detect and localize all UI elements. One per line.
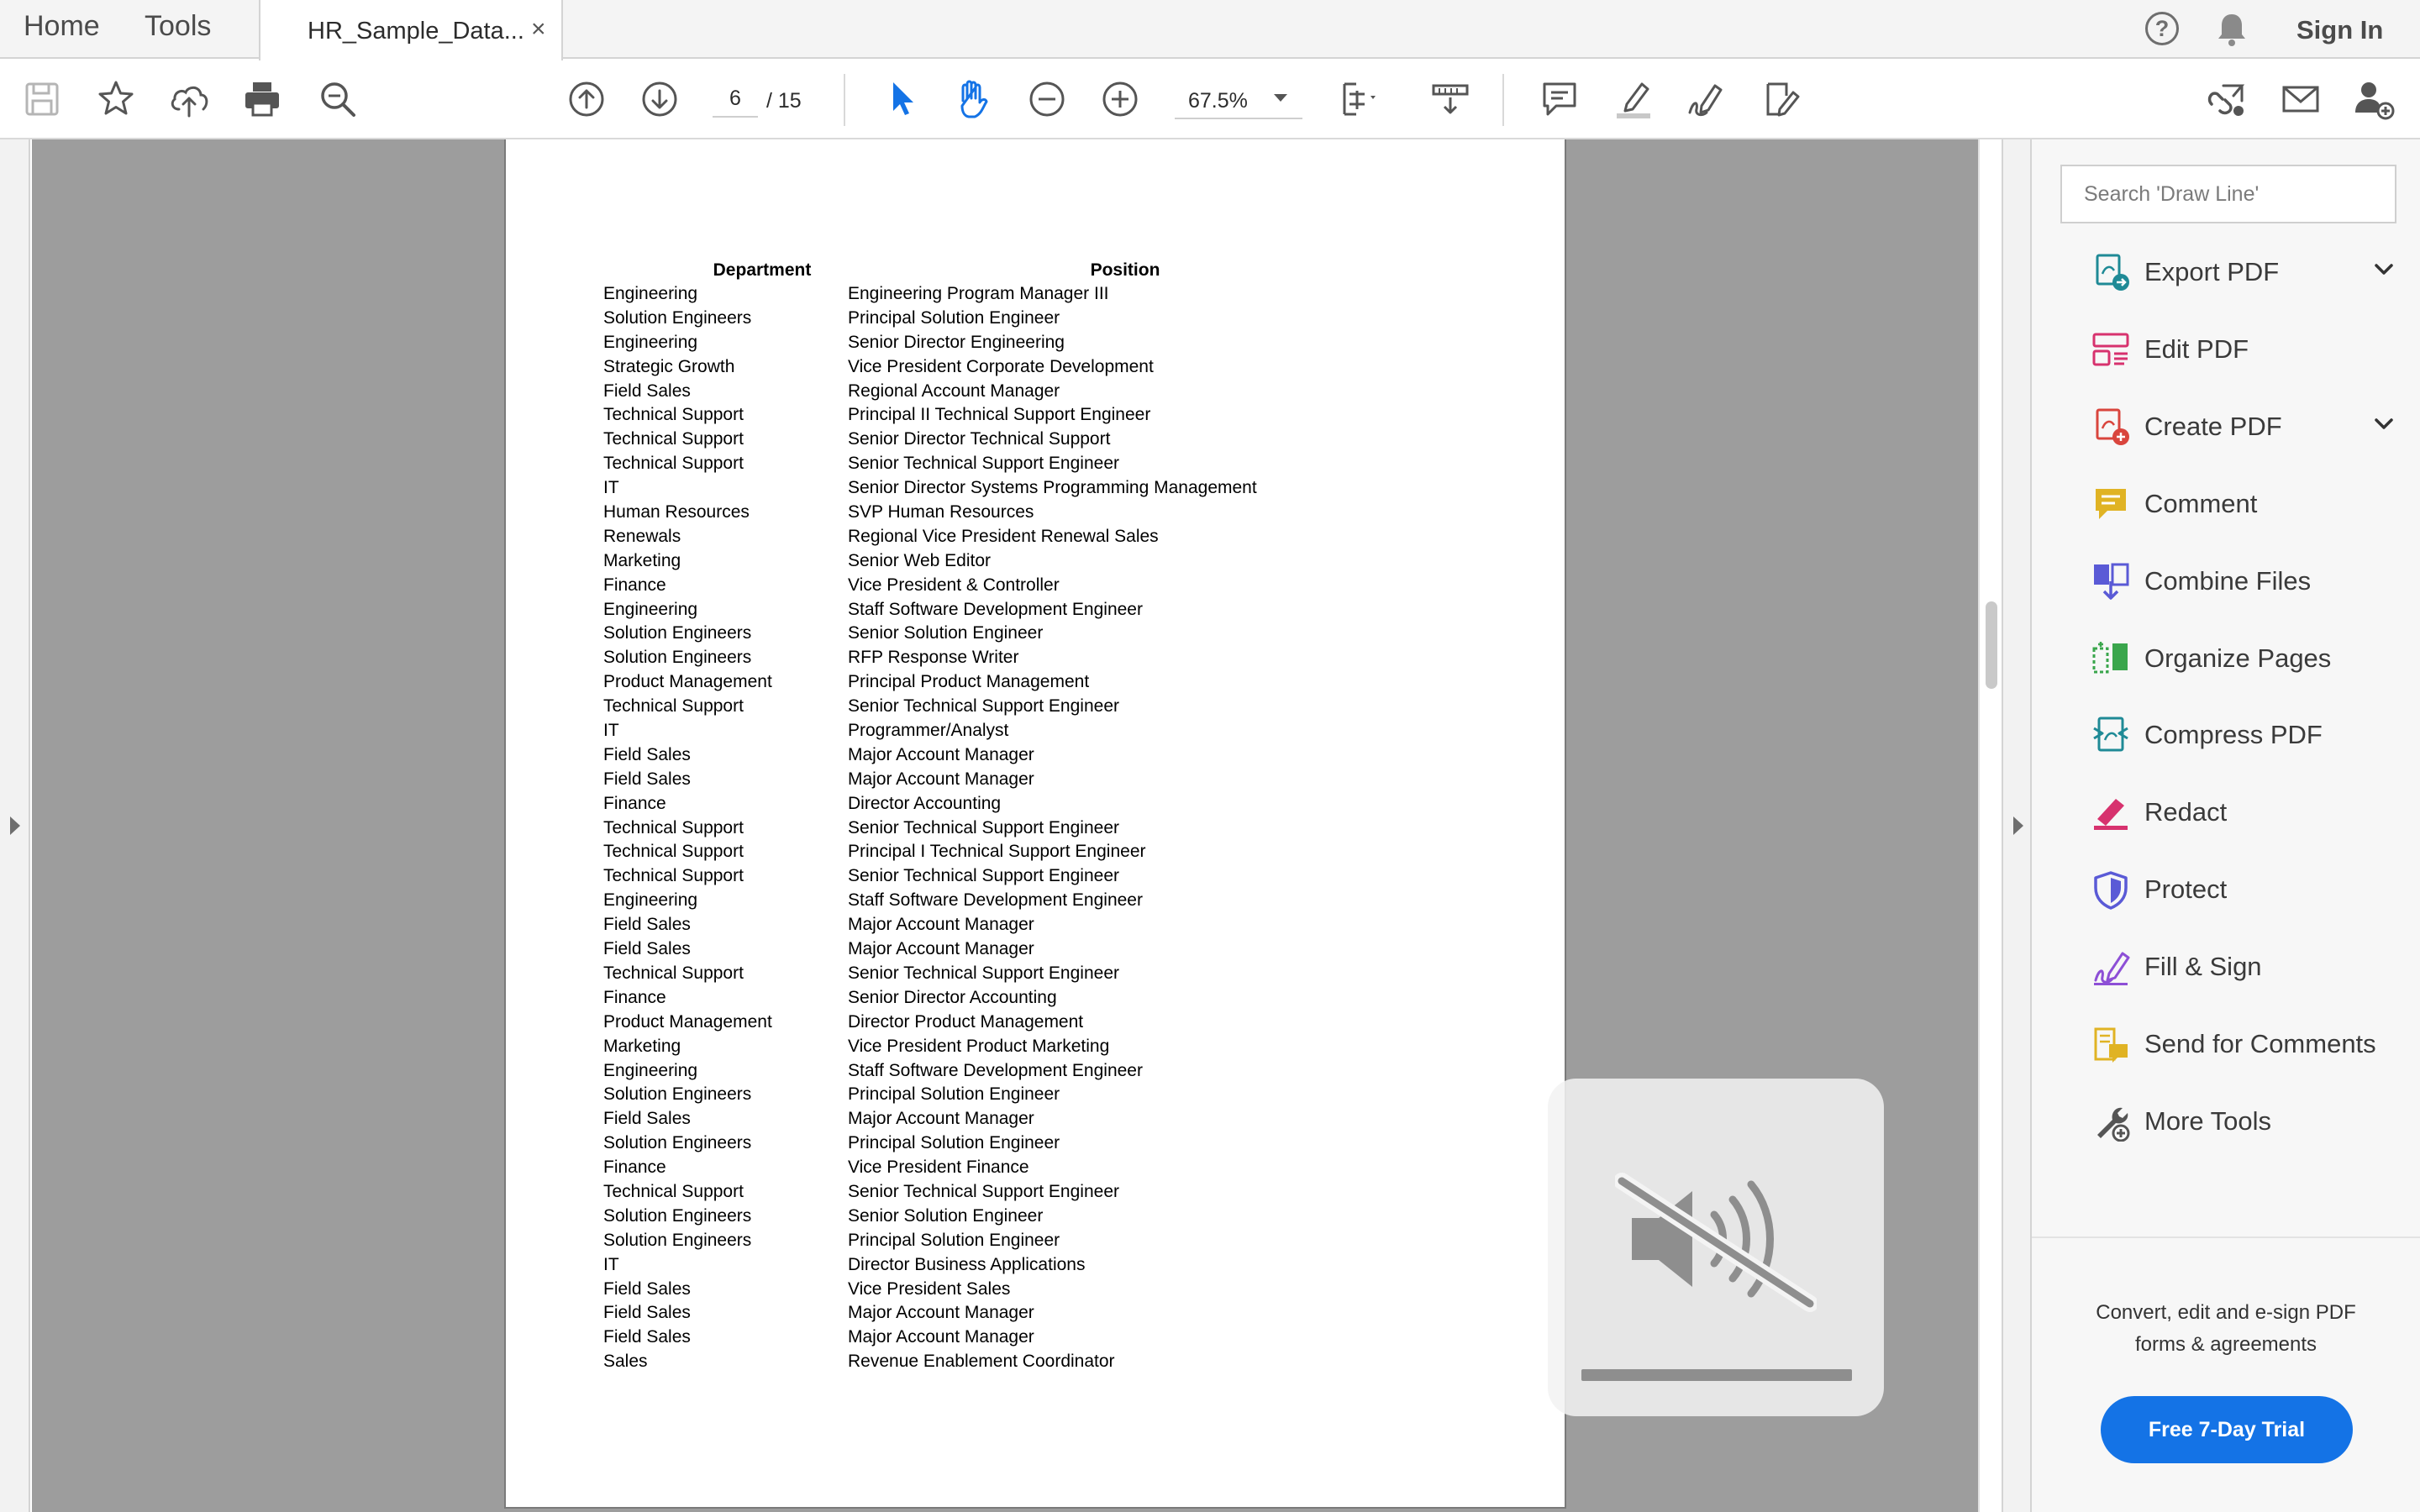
- toolbar-divider: [1502, 74, 1504, 126]
- position-cell: Senior Solution Engineer: [848, 623, 1044, 643]
- table-row: [603, 696, 1444, 721]
- volume-muted-overlay: [1548, 1079, 1884, 1416]
- table-row: [603, 1012, 1444, 1037]
- comment-icon[interactable]: [1536, 76, 1583, 123]
- scroll-mode-icon[interactable]: [1427, 76, 1474, 123]
- create-pdf-icon: [2091, 407, 2131, 447]
- tool-item-redact[interactable]: [2060, 777, 2396, 843]
- department-cell: Field Sales: [603, 1109, 691, 1129]
- tool-item-protect[interactable]: [2060, 854, 2396, 920]
- position-cell: Senior Director Technical Support: [848, 429, 1111, 449]
- document-canvas[interactable]: [32, 139, 1978, 1512]
- table-row: [603, 1061, 1444, 1085]
- draw-icon[interactable]: [1683, 76, 1730, 123]
- zoom-level-value: 67.5%: [1188, 89, 1248, 113]
- department-cell: Renewals: [603, 526, 681, 546]
- combine-files-icon: [2091, 561, 2131, 601]
- redact-icon: [2091, 792, 2131, 832]
- tool-label: Compress PDF: [2144, 720, 2323, 750]
- chevron-down-icon[interactable]: [2373, 413, 2395, 435]
- department-cell: Marketing: [603, 550, 681, 570]
- position-cell: Principal I Technical Support Engineer: [848, 842, 1146, 862]
- position-cell: Major Account Manager: [848, 1109, 1034, 1129]
- tool-label: Create PDF: [2144, 411, 2282, 441]
- table-row: [603, 1352, 1444, 1376]
- position-cell: Revenue Enablement Coordinator: [848, 1352, 1115, 1372]
- tool-label: More Tools: [2144, 1105, 2272, 1136]
- position-cell: Staff Software Development Engineer: [848, 890, 1143, 911]
- position-cell: Director Accounting: [848, 793, 1002, 813]
- position-cell: Senior Solution Engineer: [848, 1205, 1044, 1226]
- nav-tools-link[interactable]: Tools: [145, 10, 212, 42]
- tool-search-input[interactable]: [2060, 165, 2396, 223]
- position-cell: Senior Technical Support Engineer: [848, 1181, 1119, 1201]
- department-cell: Finance: [603, 1158, 666, 1178]
- save-icon[interactable]: [18, 76, 66, 123]
- free-trial-button[interactable]: Free 7-Day Trial: [2101, 1396, 2353, 1463]
- department-cell: Sales: [603, 1352, 648, 1372]
- tool-label: Protect: [2144, 874, 2228, 905]
- table-row: [603, 357, 1444, 381]
- position-cell: Major Account Manager: [848, 769, 1034, 789]
- department-cell: Technical Support: [603, 405, 744, 425]
- position-cell: Major Account Manager: [848, 1303, 1034, 1323]
- chevron-down-icon: [1274, 94, 1287, 102]
- table-row: [603, 794, 1444, 818]
- document-tab-title: HR_Sample_Data...: [308, 18, 524, 45]
- promo-text: Convert, edit and e-sign PDF forms & agreements: [2096, 1301, 2356, 1356]
- position-cell: Senior Technical Support Engineer: [848, 866, 1119, 886]
- expand-left-panel-icon[interactable]: [10, 816, 20, 835]
- position-cell: Major Account Manager: [848, 915, 1034, 935]
- position-cell: RFP Response Writer: [848, 648, 1019, 668]
- tool-item-compress-pdf[interactable]: [2060, 700, 2396, 765]
- fill-sign-icon: [2091, 947, 2131, 987]
- position-cell: Senior Technical Support Engineer: [848, 963, 1119, 983]
- speaker-muted-icon: [1615, 1159, 1817, 1319]
- department-cell: Marketing: [603, 1036, 681, 1056]
- department-cell: Field Sales: [603, 744, 691, 764]
- page-down-icon[interactable]: [636, 76, 683, 123]
- position-cell: Director Business Applications: [848, 1254, 1086, 1274]
- table-row: [603, 648, 1444, 672]
- table-row: [603, 1084, 1444, 1109]
- table-row: [603, 1303, 1444, 1327]
- tool-label: Combine Files: [2144, 565, 2312, 596]
- department-cell: Technical Support: [603, 817, 744, 837]
- position-cell: Senior Technical Support Engineer: [848, 696, 1119, 717]
- department-cell: Field Sales: [603, 769, 691, 789]
- table-row: [603, 1182, 1444, 1206]
- department-cell: Engineering: [603, 890, 698, 911]
- tool-label: Edit PDF: [2144, 333, 2249, 364]
- tool-item-edit-pdf[interactable]: [2060, 314, 2396, 380]
- edit-pdf-icon: [2091, 329, 2131, 370]
- table-row: [603, 1158, 1444, 1182]
- department-cell: Product Management: [603, 672, 772, 692]
- position-cell: Senior Technical Support Engineer: [848, 817, 1119, 837]
- page-total-label: / 15: [766, 89, 802, 113]
- tool-item-more-tools[interactable]: [2060, 1086, 2396, 1152]
- tool-item-combine-files[interactable]: [2060, 546, 2396, 612]
- table-row: [603, 1109, 1444, 1133]
- nav-home-link[interactable]: Home: [24, 10, 100, 42]
- position-cell: Vice President Product Marketing: [848, 1036, 1110, 1056]
- expand-right-panel-icon[interactable]: [2013, 816, 2023, 835]
- tool-label: Send for Comments: [2144, 1029, 2376, 1058]
- department-cell: Finance: [603, 793, 666, 813]
- table-row: [603, 527, 1444, 551]
- position-cell: Regional Vice President Renewal Sales: [848, 526, 1159, 546]
- department-cell: Field Sales: [603, 1327, 691, 1347]
- table-row: [603, 818, 1444, 843]
- table-row: [603, 502, 1444, 527]
- position-cell: Senior Technical Support Engineer: [848, 454, 1119, 474]
- position-cell: Senior Director Engineering: [848, 332, 1065, 352]
- notification-bell-icon[interactable]: [2215, 12, 2249, 47]
- print-icon[interactable]: [239, 76, 286, 123]
- volume-level-bar: [1581, 1369, 1852, 1381]
- table-row: [603, 1206, 1444, 1231]
- position-cell: Senior Director Accounting: [848, 987, 1057, 1007]
- department-cell: Field Sales: [603, 915, 691, 935]
- table-row: [603, 745, 1444, 769]
- table-row: [603, 915, 1444, 939]
- email-icon[interactable]: [2277, 76, 2324, 123]
- department-cell: IT: [603, 478, 619, 498]
- tool-label: Organize Pages: [2144, 643, 2332, 673]
- department-cell: Engineering: [603, 284, 698, 303]
- position-cell: Programmer/Analyst: [848, 721, 1009, 741]
- employee-table: [603, 284, 1444, 1376]
- cloud-upload-icon[interactable]: [166, 76, 213, 123]
- position-cell: Principal Product Management: [848, 672, 1090, 692]
- position-cell: Vice President Corporate Development: [848, 356, 1154, 376]
- department-cell: Finance: [603, 987, 666, 1007]
- hand-tool-icon[interactable]: [950, 76, 997, 123]
- table-row: [603, 429, 1444, 454]
- export-pdf-icon: [2091, 252, 2131, 292]
- highlight-icon[interactable]: [1610, 76, 1657, 123]
- zoom-in-icon[interactable]: [1097, 76, 1144, 123]
- position-cell: Senior Director Systems Programming Management: [848, 478, 1257, 498]
- table-row: [603, 939, 1444, 963]
- right-panel-toggle[interactable]: [2002, 139, 2032, 1512]
- table-row: [603, 672, 1444, 696]
- table-row: [603, 623, 1444, 648]
- tool-item-organize-pages[interactable]: [2060, 623, 2396, 689]
- department-cell: Solution Engineers: [603, 1230, 752, 1250]
- position-cell: Staff Software Development Engineer: [848, 599, 1143, 619]
- close-tab-icon[interactable]: ×: [531, 15, 546, 43]
- position-cell: Staff Software Development Engineer: [848, 1060, 1143, 1080]
- table-row: [603, 308, 1444, 333]
- department-cell: Technical Support: [603, 963, 744, 983]
- add-user-icon[interactable]: [2350, 76, 2397, 123]
- select-arrow-icon[interactable]: [877, 76, 924, 123]
- zoom-out-icon[interactable]: [1023, 76, 1071, 123]
- department-cell: IT: [603, 1254, 619, 1274]
- table-row: [603, 600, 1444, 624]
- position-cell: Principal Solution Engineer: [848, 1084, 1060, 1105]
- compress-pdf-icon: [2091, 715, 2131, 755]
- table-row: [603, 769, 1444, 794]
- organize-pages-icon: [2091, 638, 2131, 679]
- position-cell: Vice President & Controller: [848, 575, 1060, 595]
- position-cell: Engineering Program Manager III: [848, 284, 1109, 303]
- table-row: [603, 454, 1444, 478]
- vertical-scrollbar[interactable]: [1978, 139, 2002, 1512]
- department-cell: Field Sales: [603, 1303, 691, 1323]
- position-cell: Principal II Technical Support Engineer: [848, 405, 1151, 425]
- document-tab[interactable]: [259, 0, 563, 60]
- department-cell: Solution Engineers: [603, 307, 752, 328]
- bookmark-star-icon[interactable]: [92, 76, 139, 123]
- position-cell: Senior Web Editor: [848, 550, 992, 570]
- tool-item-send-for-comments[interactable]: [2060, 1009, 2396, 1074]
- tool-label: Fill & Sign: [2144, 952, 2262, 982]
- position-cell: Principal Solution Engineer: [848, 1230, 1060, 1250]
- department-cell: Technical Support: [603, 1181, 744, 1201]
- position-cell: Director Product Management: [848, 1011, 1084, 1032]
- department-cell: Solution Engineers: [603, 623, 752, 643]
- position-cell: Vice President Finance: [848, 1158, 1029, 1178]
- position-cell: Vice President Sales: [848, 1278, 1011, 1299]
- table-row: [603, 721, 1444, 745]
- table-row: [603, 963, 1444, 988]
- department-column-header: Department: [713, 260, 812, 280]
- top-navigation-bar: [0, 0, 2420, 59]
- scrollbar-thumb[interactable]: [1986, 601, 1997, 689]
- send-for-comments-icon: [2091, 1024, 2131, 1064]
- tool-item-create-pdf[interactable]: [2060, 391, 2396, 457]
- department-cell: Technical Support: [603, 454, 744, 474]
- share-link-icon[interactable]: [2203, 76, 2250, 123]
- department-cell: IT: [603, 721, 619, 741]
- table-row: [603, 284, 1444, 308]
- table-row: [603, 478, 1444, 502]
- tool-label: Comment: [2144, 488, 2258, 518]
- sign-in-button[interactable]: Sign In: [2296, 15, 2384, 45]
- department-cell: Solution Engineers: [603, 1133, 752, 1153]
- pdf-page[interactable]: [504, 139, 1566, 1509]
- main-toolbar: [0, 60, 2420, 139]
- toolbar-divider: [844, 74, 845, 126]
- page-fit-icon[interactable]: [1334, 76, 1381, 123]
- department-cell: Human Resources: [603, 502, 750, 522]
- department-cell: Solution Engineers: [603, 1084, 752, 1105]
- pane-divider: [2032, 1236, 2420, 1238]
- tool-label: Export PDF: [2144, 257, 2280, 286]
- left-panel-collapsed[interactable]: [0, 139, 30, 1512]
- table-row: [603, 575, 1444, 600]
- position-cell: Principal Solution Engineer: [848, 1133, 1060, 1153]
- table-row: [603, 1327, 1444, 1352]
- table-row: [603, 866, 1444, 890]
- tool-label: Redact: [2144, 797, 2228, 827]
- department-cell: Strategic Growth: [603, 356, 735, 376]
- table-row: [603, 1133, 1444, 1158]
- department-cell: Solution Engineers: [603, 1205, 752, 1226]
- position-cell: SVP Human Resources: [848, 502, 1034, 522]
- protect-icon: [2091, 869, 2131, 910]
- table-row: [603, 1279, 1444, 1304]
- department-cell: Field Sales: [603, 1278, 691, 1299]
- zoom-level-dropdown[interactable]: [1175, 81, 1302, 119]
- page-number-input[interactable]: [713, 81, 758, 118]
- more-tools-icon: [2091, 1101, 2131, 1142]
- tool-item-comment[interactable]: [2060, 469, 2396, 534]
- table-row: [603, 1037, 1444, 1061]
- department-cell: Product Management: [603, 1011, 772, 1032]
- position-cell: Major Account Manager: [848, 1327, 1034, 1347]
- table-row: [603, 551, 1444, 575]
- position-cell: Regional Account Manager: [848, 381, 1060, 401]
- table-row: [603, 988, 1444, 1012]
- table-row: [603, 1231, 1444, 1255]
- department-cell: Finance: [603, 575, 666, 595]
- help-icon[interactable]: ?: [2145, 12, 2179, 45]
- department-cell: Technical Support: [603, 866, 744, 886]
- table-row: [603, 1255, 1444, 1279]
- document-viewer: [0, 139, 2032, 1512]
- position-column-header: Position: [1090, 260, 1160, 280]
- page-up-icon[interactable]: [563, 76, 610, 123]
- position-cell: Major Account Manager: [848, 939, 1034, 959]
- table-row: [603, 890, 1444, 915]
- department-cell: Engineering: [603, 332, 698, 352]
- department-cell: Field Sales: [603, 381, 691, 401]
- position-cell: Principal Solution Engineer: [848, 307, 1060, 328]
- department-cell: Technical Support: [603, 696, 744, 717]
- position-cell: Major Account Manager: [848, 744, 1034, 764]
- table-row: [603, 381, 1444, 406]
- department-cell: Engineering: [603, 1060, 698, 1080]
- department-cell: Technical Support: [603, 842, 744, 862]
- department-cell: Engineering: [603, 599, 698, 619]
- comment-icon: [2091, 484, 2131, 524]
- table-row: [603, 333, 1444, 357]
- zoom-search-icon[interactable]: [314, 76, 361, 123]
- tool-item-export-pdf[interactable]: [2060, 237, 2396, 302]
- table-row: [603, 842, 1444, 866]
- tool-item-fill-sign[interactable]: [2060, 932, 2396, 997]
- table-row: [603, 405, 1444, 429]
- tools-pane: [2032, 139, 2420, 1512]
- fill-sign-icon[interactable]: [1756, 76, 1803, 123]
- department-cell: Field Sales: [603, 939, 691, 959]
- chevron-down-icon[interactable]: [2373, 259, 2395, 281]
- department-cell: Technical Support: [603, 429, 744, 449]
- department-cell: Solution Engineers: [603, 648, 752, 668]
